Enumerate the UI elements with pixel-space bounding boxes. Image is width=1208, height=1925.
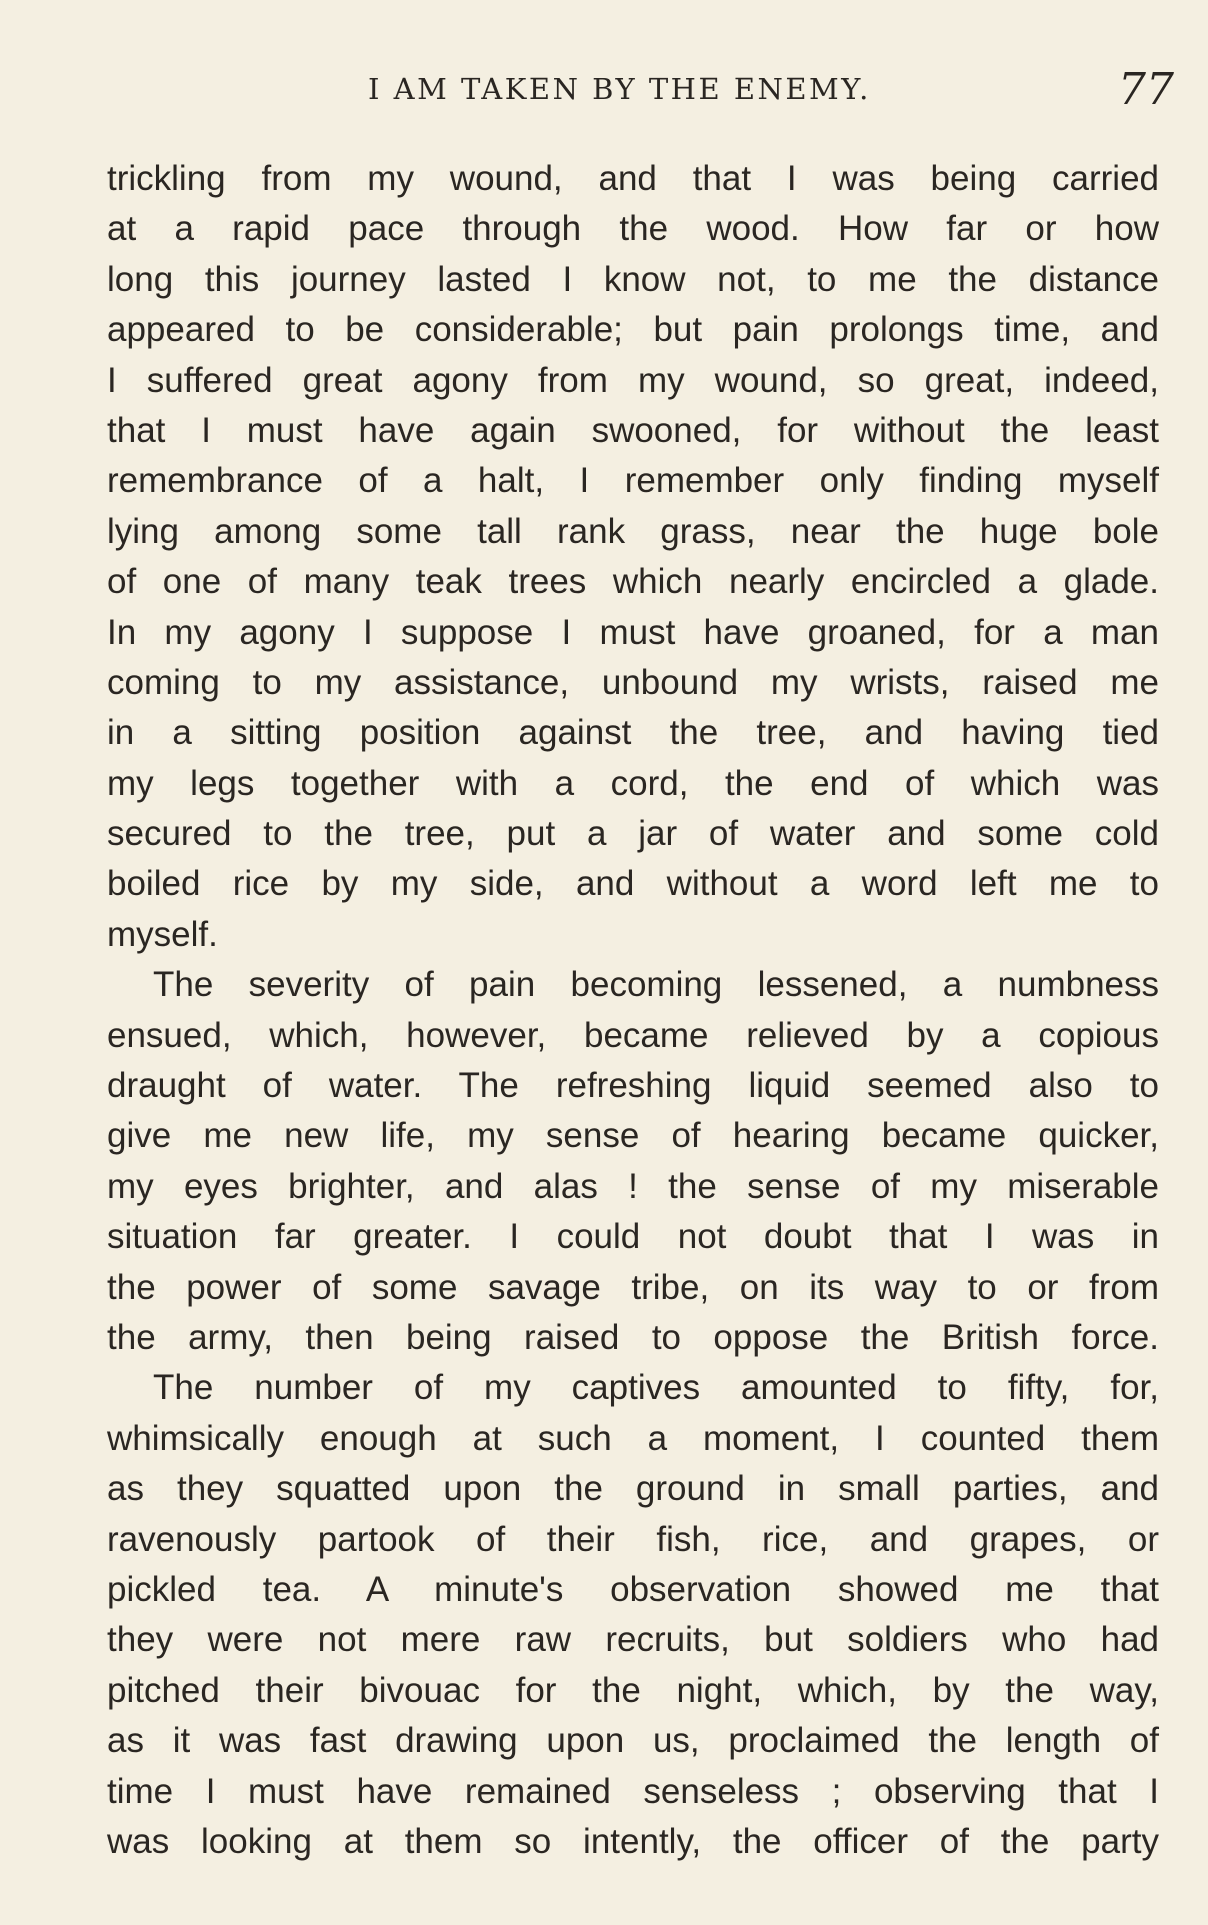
text-line: The number of my captives amounted to fifty, for, xyxy=(153,1368,1159,1408)
running-head xyxy=(0,64,1208,130)
text-line: time I must have remained senseless ; observing that I xyxy=(107,1771,1159,1811)
text-line: appeared to be considerable; but pain prolongs time, and xyxy=(107,310,1159,350)
text-line: I suffered great agony from my wound, so great, indeed, xyxy=(107,360,1159,400)
text-line: trickling from my wound, and that I was being carried xyxy=(107,159,1159,198)
text-line: The severity of pain becoming lessened, a numbness xyxy=(153,965,1159,1005)
text-line: whimsically enough at such a moment, I counted them xyxy=(107,1418,1159,1458)
text-line: they were not mere raw recruits, but soldiers who had xyxy=(107,1620,1159,1660)
text-line: myself. xyxy=(107,914,218,954)
text-line: situation far greater. I could not doubt that I was in xyxy=(107,1217,1159,1257)
text-line: as they squatted upon the ground in small parties, and xyxy=(107,1469,1159,1509)
text-line: that I must have again swooned, for without the least xyxy=(107,410,1159,450)
text-line: at a rapid pace through the wood. How far or how xyxy=(107,209,1159,249)
text-line: draught of water. The refreshing liquid seemed also to xyxy=(107,1066,1159,1106)
text-line: give me new life, my sense of hearing became quicker, xyxy=(107,1116,1159,1156)
text-line: in a sitting position against the tree, and having tied xyxy=(107,713,1159,753)
running-title: I AM TAKEN BY THE ENEMY. xyxy=(368,72,871,106)
text-line: secured to the tree, put a jar of water and some cold xyxy=(107,814,1159,854)
body-text xyxy=(107,154,1159,1867)
text-line: the army, then being raised to oppose the British force. xyxy=(107,1317,1159,1357)
text-line: my legs together with a cord, the end of which was xyxy=(107,763,1159,803)
text-line: pitched their bivouac for the night, which, by the way, xyxy=(107,1670,1159,1710)
text-line: was looking at them so intently, the officer of the party xyxy=(107,1821,1159,1861)
text-line: ravenously partook of their fish, rice, and grapes, or xyxy=(107,1519,1159,1559)
text-line: of one of many teak trees which nearly encircled a glade. xyxy=(107,562,1159,602)
text-line: long this journey lasted I know not, to me the distance xyxy=(107,259,1159,299)
text-line: as it was fast drawing upon us, proclaimed the length of xyxy=(107,1721,1159,1761)
page-number: 77 xyxy=(1118,64,1174,115)
text-line: coming to my assistance, unbound my wrists, raised me xyxy=(107,662,1159,702)
text-line: ensued, which, however, became relieved by a copious xyxy=(107,1015,1159,1055)
text-line: lying among some tall rank grass, near the huge bole xyxy=(107,511,1159,551)
text-line: the power of some savage tribe, on its way to or from xyxy=(107,1267,1159,1307)
text-line: remembrance of a halt, I remember only finding myself xyxy=(107,461,1159,501)
text-line: boiled rice by my side, and without a word left me to xyxy=(107,864,1159,904)
text-line: pickled tea. A minute's observation showed me that xyxy=(107,1569,1159,1609)
text-line: In my agony I suppose I must have groaned, for a man xyxy=(107,612,1159,652)
text-line: my eyes brighter, and alas ! the sense of my miserable xyxy=(107,1166,1159,1206)
